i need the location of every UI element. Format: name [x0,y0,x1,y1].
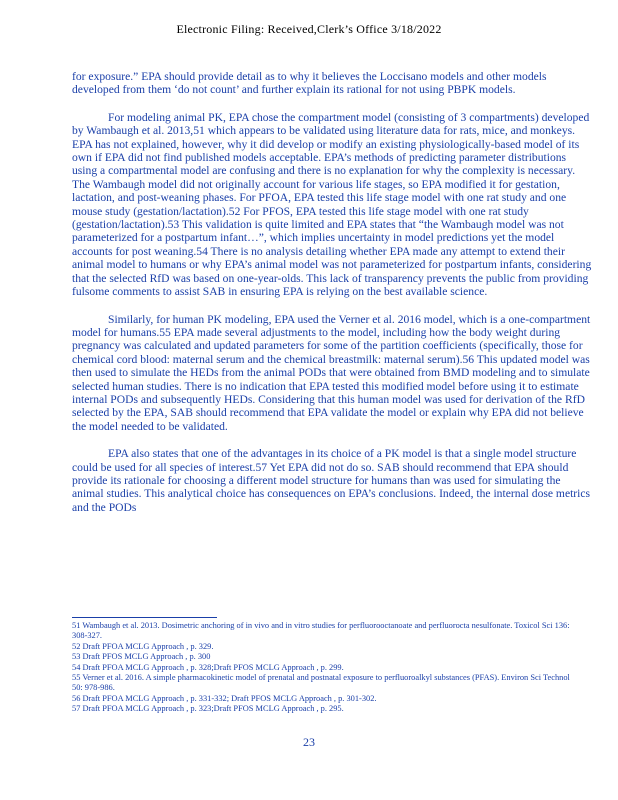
filing-header: Electronic Filing: Received,Clerk’s Office 3/18/2022 [176,22,442,36]
page-number: 23 [303,735,315,749]
body-text [72,70,592,528]
paragraph-advantages: EPA also states that one of the advantages in its choice of a PK model is that a single model structure could be used for all species of interest.57 Yet EPA did not do so. SAB should recommend that EPA should provide its rationale for choosing a different model structure for humans than was used for simulating the animal studies. This analytical choice has consequences on EPA’s conclusions. Indeed, the internal dose metrics and the PODs [72,447,591,514]
footnote-57: 57 Draft PFOA MCLG Approach , p. 323;Draft PFOS MCLG Approach , p. 295. [72,704,344,714]
footnote-54: 54 Draft PFOA MCLG Approach , p. 328;Draft PFOS MCLG Approach , p. 299. [72,662,344,672]
paragraph-continuation: for exposure.” EPA should provide detail as to why it believes the Loccisano models and other models developed from them ‘do not count’ and further explain its rational for not using PBPK models. [72,70,547,97]
footnote-56: 56 Draft PFOA MCLG Approach , p. 331-332; Draft PFOS MCLG Approach , p. 301-302. [72,693,377,703]
footnote-52: 52 Draft PFOA MCLG Approach , p. 329. [72,641,214,651]
paragraph-animal-pk: For modeling animal PK, EPA chose the compartment model (consisting of 3 compartments) developed by Wambaugh et al. 2013,51 which appears to be validated using literature data for rats, mice, and monkeys. EPA has not explained, however, why it did develop or modify an existing physiologically-based model of its own if EPA did not find published models acceptable. EPA’s methods of predicting parameter distributions using a compartmental model are confusing and there is no explanation for why the complexity is necessary. The Wambaugh model did not originally account for various life stages, so EPA modified it for gestation, lactation, and post-weaning phases. For PFOA, EPA tested this life stage model with one rat study and one mouse study (gestation/lactation).52 For PFOS, EPA tested this life stage model with one rat study (gestation/lactation).53 This validation is quite limited and EPA states that “the Wambaugh model was not parameterized for a postpartum infant…”, which implies uncertainty in model predictions yet the model accounts for post weaning.54 There is no analysis detailing whether EPA made any attempt to extend their animal model to humans or why EPA’s animal model was not parameterized for postpartum infants, considering that the selected RfD was based on one-year-olds. This lack of transparency prevents the public from providing fulsome comments to assist SAB in ensuring EPA is relying on the best available science. [72,110,592,299]
footnote-divider [72,617,217,618]
paragraph-human-pk: Similarly, for human PK modeling, EPA used the Verner et al. 2016 model, which is a one-compartment model for humans.55 EPA made several adjustments to the model, including how the body weight during pregnancy was calculated and updated parameters for some of the partition coefficients (specifically, those for chemical cord blood: maternal serum and the chemical breastmilk: maternal serum).56 This updated model was then used to simulate the HEDs from the animal PODs that were obtained from BMD modeling and to simulate selected human studies. There is no indication that EPA tested this modified model before using it to estimate internal PODs and subsequently HEDs. Considering that this human model was used for derivation of the RfD selected by the EPA, SAB should recommend that EPA validate the model or explain why EPA did not believe the model needed to be validated. [72,312,591,433]
footnote-55: 55 Verner et al. 2016. A simple pharmacokinetic model of prenatal and postnatal exposure to perfluoroalkyl substances (PFAS). Environ Sci Technol 50: 978-986. [72,673,570,693]
footnotes [72,621,572,715]
footnote-53: 53 Draft PFOS MCLG Approach , p. 300 [72,652,211,662]
footnote-51: 51 Wambaugh et al. 2013. Dosimetric anchoring of in vivo and in vitro studies for perfluorooctanoate and perfluorocta nesulfonate. Toxicol Sci 136: 308-327. [72,621,570,641]
